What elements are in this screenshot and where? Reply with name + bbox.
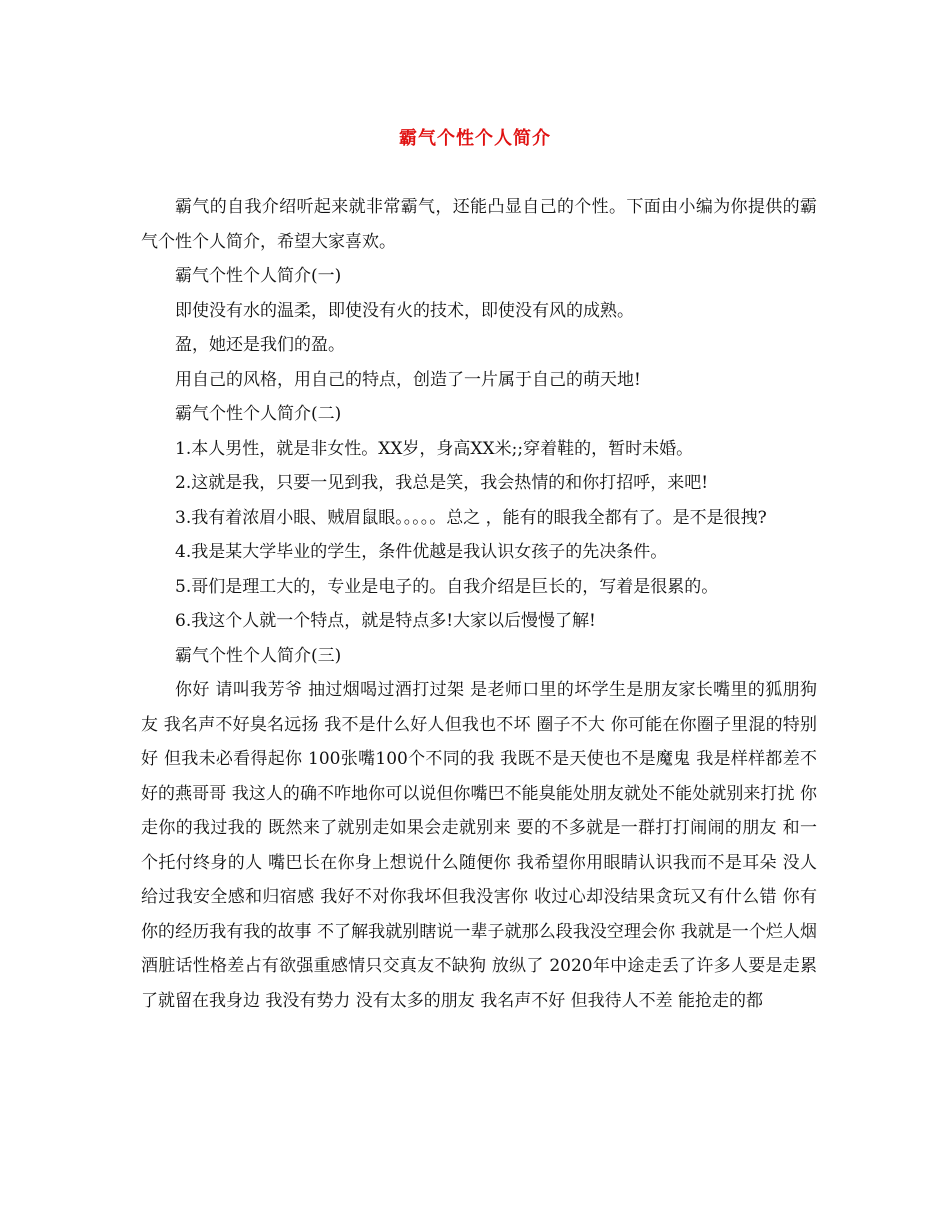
paragraph-long: 你好 请叫我芳爷 抽过烟喝过酒打过架 是老师口里的坏学生是朋友家长嘴里的狐朋狗友 我名声不好臭名远扬 我不是什么好人但我也不坏 圈子不大 你可能在你圈子里混的特别好 但我未必看得起你 100张嘴100个不同的我 我既不是天使也不是魔鬼 我是样样都差不好的燕哥哥 我这人的确不咋地你可以说但你嘴巴不能臭能处朋友就处不能处就别来打扰 你走你的我过我的 既然来了就别走如果会走就别来 要的不多就是一群打打闹闹的朋友 和一个托付终身的人 嘴巴长在你身上想说什么随便你 我希望你用眼睛认识我而不是耳朵 没人给过我安全感和归宿感 我好不对你我坏但我没害你 收过心却没结果贪玩又有什么错 你有你的经历我有我的故事 不了解我就别瞎说一辈子就那么段我没空理会你 我就是一个烂人烟酒脏话性格差占有欲强重感情只交真友不缺狗 放纵了 2020年中途走丢了许多人要是走累了就留在我身边 我没有势力 没有太多的朋友 我名声不好 但我待人不差 能抢走的都 (141, 680, 817, 1011)
section-heading-1: 霸气个性个人简介(一) (175, 266, 342, 286)
list-item: 2.这就是我，只要一见到我，我总是笑，我会热情的和你打招呼，来吧! (175, 473, 709, 493)
paragraph: 盈，她还是我们的盈。 (175, 335, 345, 355)
list-item: 4.我是某大学毕业的学生，条件优越是我认识女孩子的先决条件。 (175, 542, 668, 562)
paragraph-intro: 霸气的自我介绍听起来就非常霸气，还能凸显自己的个性。下面由小编为你提供的霸气个性个人简介，希望大家喜欢。 (141, 197, 817, 252)
document-body (141, 190, 817, 1018)
paragraph: 即使没有水的温柔，即使没有火的技术，即使没有风的成熟。 (175, 300, 634, 321)
section-heading-2: 霸气个性个人简介(二) (175, 404, 342, 424)
list-item: 1.本人男性，就是非女性。XX岁，身高XX米;;穿着鞋的，暂时未婚。 (175, 438, 694, 459)
list-item: 5.哥们是理工大的，专业是电子的。自我介绍是巨长的，写着是很累的。 (175, 576, 719, 597)
document-title: 霸气个性个人简介 (399, 128, 551, 149)
list-item: 3.我有着浓眉小眼、贼眉鼠眼。。。。。总之 ，能有的眼我全都有了。是不是很拽? (175, 507, 767, 528)
section-heading-3: 霸气个性个人简介(三) (175, 645, 342, 666)
paragraph: 用自己的风格，用自己的特点，创造了一片属于自己的萌天地! (175, 369, 641, 390)
list-item: 6.我这个人就一个特点，就是特点多!大家以后慢慢了解! (175, 611, 596, 631)
